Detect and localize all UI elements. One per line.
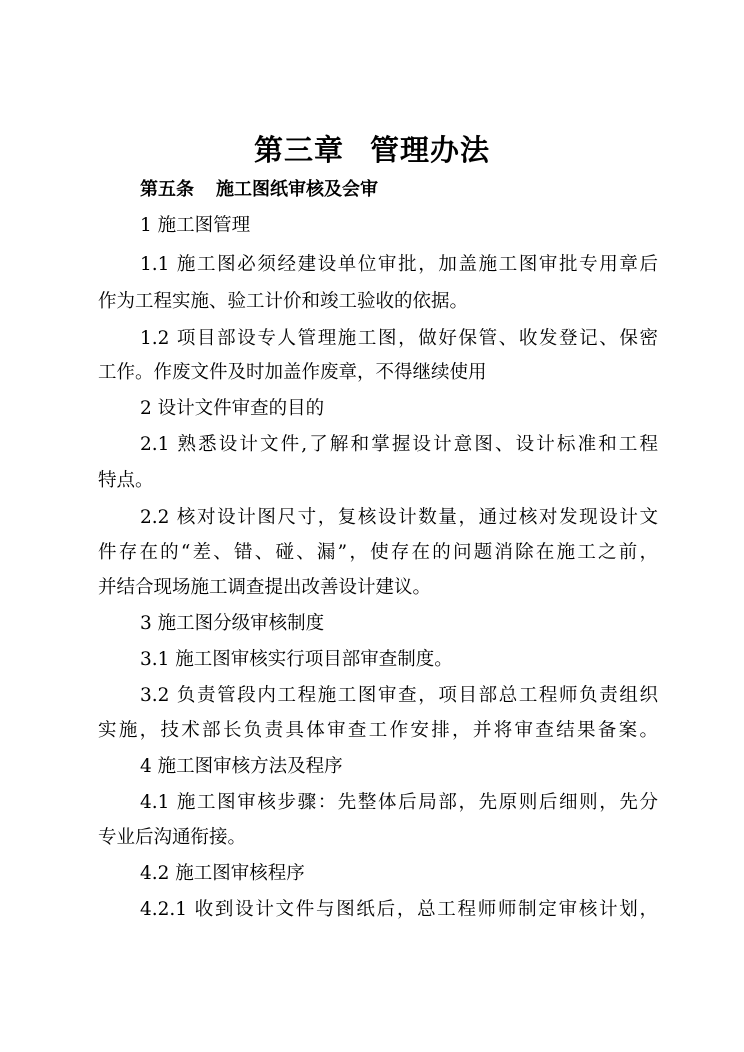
section-heading: 4 施工图审核方法及程序: [140, 756, 343, 777]
paragraph-line: 3.1 施工图审核实行项目部审查制度。: [140, 649, 453, 670]
paragraph-line: 1.1 施工图必须经建设单位审批，加盖施工图审批专用章后: [140, 254, 658, 275]
article-number: 第五条: [140, 179, 194, 200]
section-heading: 3 施工图分级审核制度: [140, 613, 325, 634]
paragraph-line: 专业后沟通衔接。: [98, 827, 247, 848]
section-heading: 4.2 施工图审核程序: [140, 863, 305, 884]
paragraph-line: 2.2 核对设计图尺寸，复核设计数量，通过核对发现设计文: [140, 507, 658, 528]
paragraph-line: 工作。作废文件及时加盖作废章，不得继续使用: [98, 362, 487, 383]
paragraph-line: 1.2 项目部设专人管理施工图，做好保管、收发登记、保密: [140, 328, 658, 349]
section-heading: 2 设计文件审查的目的: [140, 398, 325, 419]
article-heading: [140, 178, 378, 202]
paragraph-line: 作为工程实施、验工计价和竣工验收的依据。: [98, 291, 469, 312]
paragraph-line: 4.2.1 收到设计文件与图纸后，总工程师师制定审核计划，: [140, 899, 658, 920]
paragraph-line: 4.1 施工图审核步骤：先整体后局部，先原则后细则，先分: [140, 792, 658, 813]
paragraph-line: 并结合现场施工调查提出改善设计建议。: [98, 577, 432, 598]
chapter-number: 第三章: [253, 133, 344, 167]
section-heading: 1 施工图管理: [140, 215, 251, 236]
paragraph-line: 件存在的“差、错、碰、漏”，使存在的问题消除在施工之前，: [98, 542, 658, 563]
chapter-title: [0, 132, 744, 168]
paragraph-line: 2.1 熟悉设计文件,了解和掌握设计意图、设计标准和工程: [140, 434, 658, 455]
chapter-name: 管理办法: [370, 133, 491, 167]
paragraph-line: 实施，技术部长负责具体审查工作安排，并将审查结果备案。: [98, 720, 658, 741]
paragraph-line: 3.2 负责管段内工程施工图审查，项目部总工程师负责组织: [140, 685, 658, 706]
article-name: 施工图纸审核及会审: [216, 179, 378, 200]
paragraph-line: 特点。: [98, 470, 154, 491]
